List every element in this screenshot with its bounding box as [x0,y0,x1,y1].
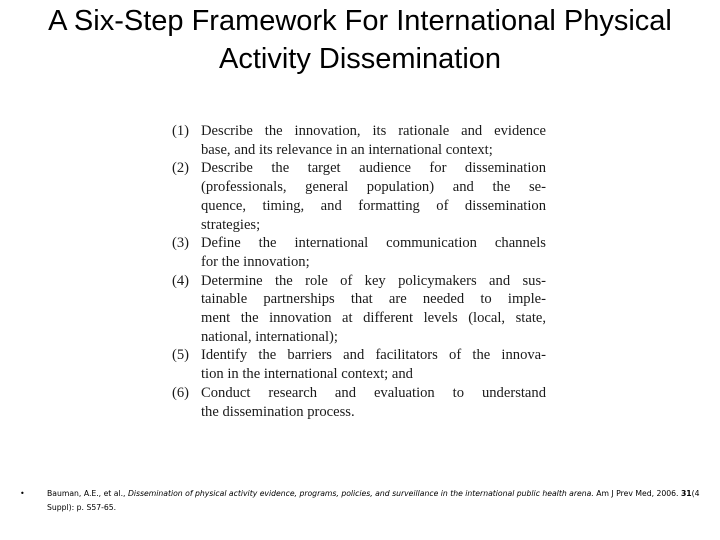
citation-article-title: Dissemination of physical activity evidence, programs, policies, and surveillance in the international public health arena. [127,489,594,498]
step-item-5 [172,346,546,383]
step-text [201,234,546,271]
step-text [201,272,546,347]
step-line: (professionals, general population) and the se- [201,179,546,196]
step-number: (3) [172,235,190,252]
step-line: Define the international communication channels [201,235,546,252]
citation-authors: Bauman, A.E., et al., [47,489,128,498]
citation-journal: Am J Prev Med, 2006. [593,489,681,498]
step-number: (4) [172,272,190,289]
step-number: (6) [172,384,190,401]
framework-steps-list [172,122,546,421]
step-text [201,159,546,234]
step-line: strategies; [201,216,261,233]
step-item-4 [172,272,546,347]
step-line: Describe the innovation, its rationale and evidence [201,123,546,139]
step-line: tainable partnerships that are needed to imple- [201,291,546,308]
step-item-3 [172,234,546,271]
step-line: national, international); [201,328,338,345]
slide-title: A Six-Step Framework For International Physical Activity Dissemination [48,5,672,75]
step-number: (2) [172,160,190,177]
step-line: Conduct research and evaluation to understand [201,384,546,401]
step-line: Describe the target audience for dissemination [201,160,546,177]
step-line: base, and its relevance in an international context; [201,141,493,158]
step-number: (5) [172,347,190,364]
step-number: (1) [172,123,190,139]
step-line: Identify the barriers and facilitators of the innova- [201,347,546,364]
bullet-icon: • [20,489,25,498]
step-line: the dissemination process. [201,403,355,420]
step-line: Determine the role of key policymakers and sus- [201,272,546,289]
step-text [201,122,546,159]
step-text [201,346,546,383]
step-text [201,384,546,421]
step-item-6 [172,384,546,421]
reference-citation [20,487,700,515]
citation-pages: (4 Suppl): p. S57-65. [47,489,700,512]
step-line: tion in the international context; and [201,366,413,383]
step-line: ment the innovation at different levels (local, state, [201,310,546,327]
citation-volume: 31 [680,489,692,498]
step-item-2 [172,159,546,234]
citation-text [47,487,700,515]
step-item-1 [172,122,546,159]
step-line: for the innovation; [201,253,310,270]
step-line: quence, timing, and formatting of dissemination [201,197,546,214]
